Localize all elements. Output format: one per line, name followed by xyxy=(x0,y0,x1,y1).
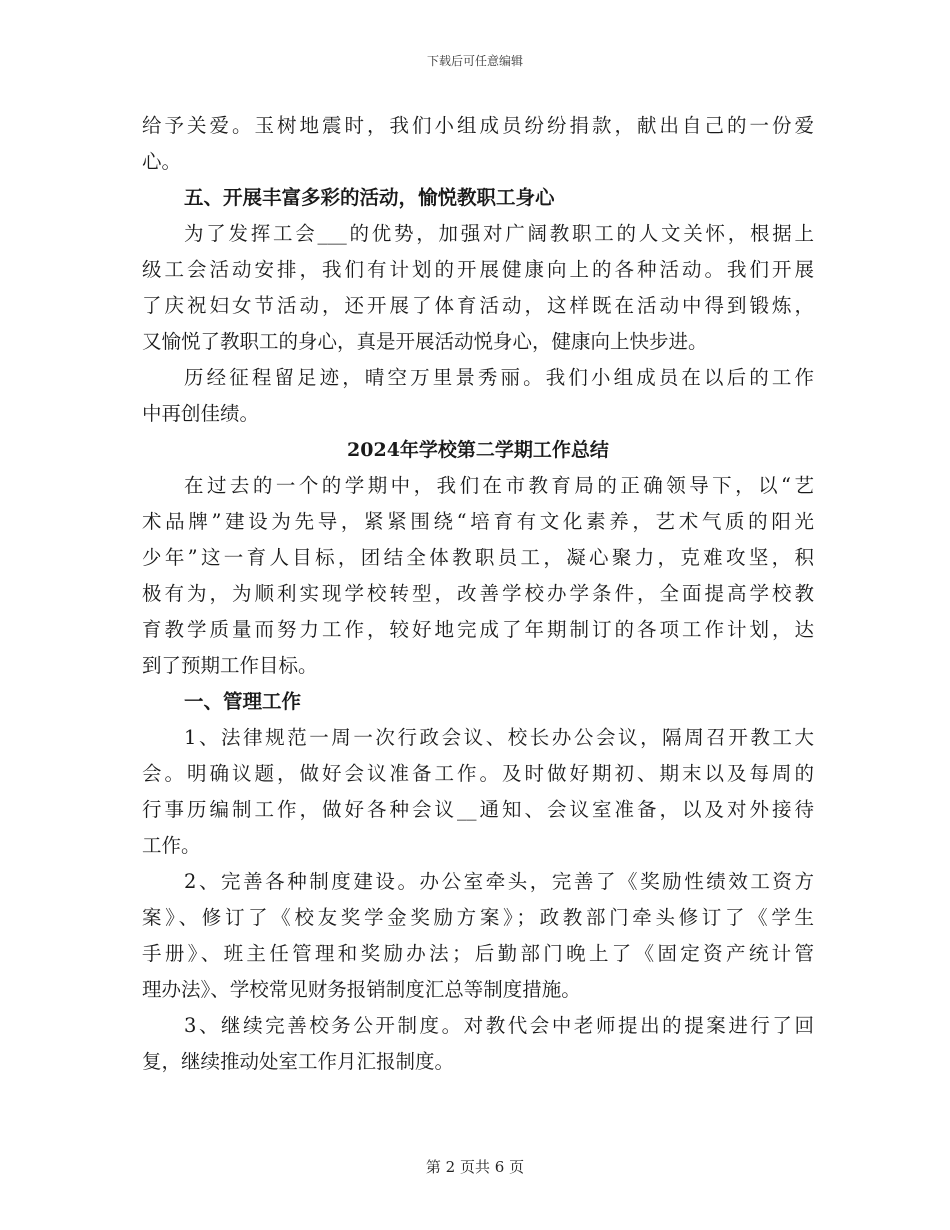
paragraph-line: 育教学质量而努力工作，较好地完成了年期制订的各项工作计划，达 xyxy=(142,618,814,641)
paragraph-line: 又愉悦了教职工的身心，真是开展活动悦身心，健康向上快步进。 xyxy=(142,330,708,353)
paragraph-line: 在过去的一个的学期中，我们在市教育局的正确领导下，以“艺 xyxy=(184,474,814,497)
paragraph-line: 行事历编制工作，做好各种会议__通知、会议室准备，以及对外接待 xyxy=(142,798,814,821)
paragraph-line: 1、法律规范一周一次行政会议、校长办公会议，隔周召开教工大 xyxy=(184,726,814,749)
document-body xyxy=(142,108,814,1080)
paragraph-line: 工作。 xyxy=(142,834,201,857)
section-heading: 五、开展丰富多彩的活动，愉悦教职工身心 xyxy=(184,186,555,209)
paragraph-line: 复，继续推动处室工作月汇报制度。 xyxy=(142,1050,455,1073)
paragraph-line: 中再创佳绩。 xyxy=(142,402,260,425)
paragraph-line: 心。 xyxy=(142,150,182,173)
section-heading: 一、管理工作 xyxy=(184,690,302,713)
paragraph-line: 手册》、班主任管理和奖励办法；后勤部门晚上了《固定资产统计管 xyxy=(142,942,814,965)
paragraph-line: 理办法》、学校常见财务报销制度汇总等制度措施。 xyxy=(142,978,581,1001)
paragraph-line: 了庆祝妇女节活动，还开展了体育活动，这样既在活动中得到锻炼， xyxy=(142,294,814,317)
paragraph-line: 3、继续完善校务公开制度。对教代会中老师提出的提案进行了回 xyxy=(184,1014,814,1037)
paragraph-line: 术品牌”建设为先导，紧紧围绕“培育有文化素养，艺术气质的阳光 xyxy=(142,510,814,533)
paragraph-line: 会。明确议题，做好会议准备工作。及时做好期初、期末以及每周的 xyxy=(142,762,814,785)
document-title: 2024年学校第二学期工作总结 xyxy=(347,439,609,461)
paragraph-line: 为了发挥工会___的优势，加强对广阔教职工的人文关怀，根据上 xyxy=(184,222,814,245)
paragraph-line: 少年”这一育人目标，团结全体教职员工，凝心聚力，克难攻坚，积 xyxy=(142,546,814,569)
paragraph-line: 案》、修订了《校友奖学金奖励方案》；政教部门牵头修订了《学生 xyxy=(142,906,814,929)
paragraph-line: 级工会活动安排，我们有计划的开展健康向上的各种活动。我们开展 xyxy=(142,258,814,281)
paragraph-line: 到了预期工作目标。 xyxy=(142,654,318,677)
page-number: 第 2 页共 6 页 xyxy=(425,1158,525,1176)
paragraph-line: 极有为，为顺利实现学校转型，改善学校办学条件，全面提高学校教 xyxy=(142,582,814,605)
paragraph-line: 2、完善各种制度建设。办公室牵头，完善了《奖励性绩效工资方 xyxy=(184,870,814,893)
paragraph-line: 历经征程留足迹，晴空万里景秀丽。我们小组成员在以后的工作 xyxy=(184,366,814,389)
paragraph-line: 给予关爱。玉树地震时，我们小组成员纷纷捐款，献出自己的一份爱 xyxy=(142,114,814,137)
header-note: 下载后可任意编辑 xyxy=(426,54,523,68)
